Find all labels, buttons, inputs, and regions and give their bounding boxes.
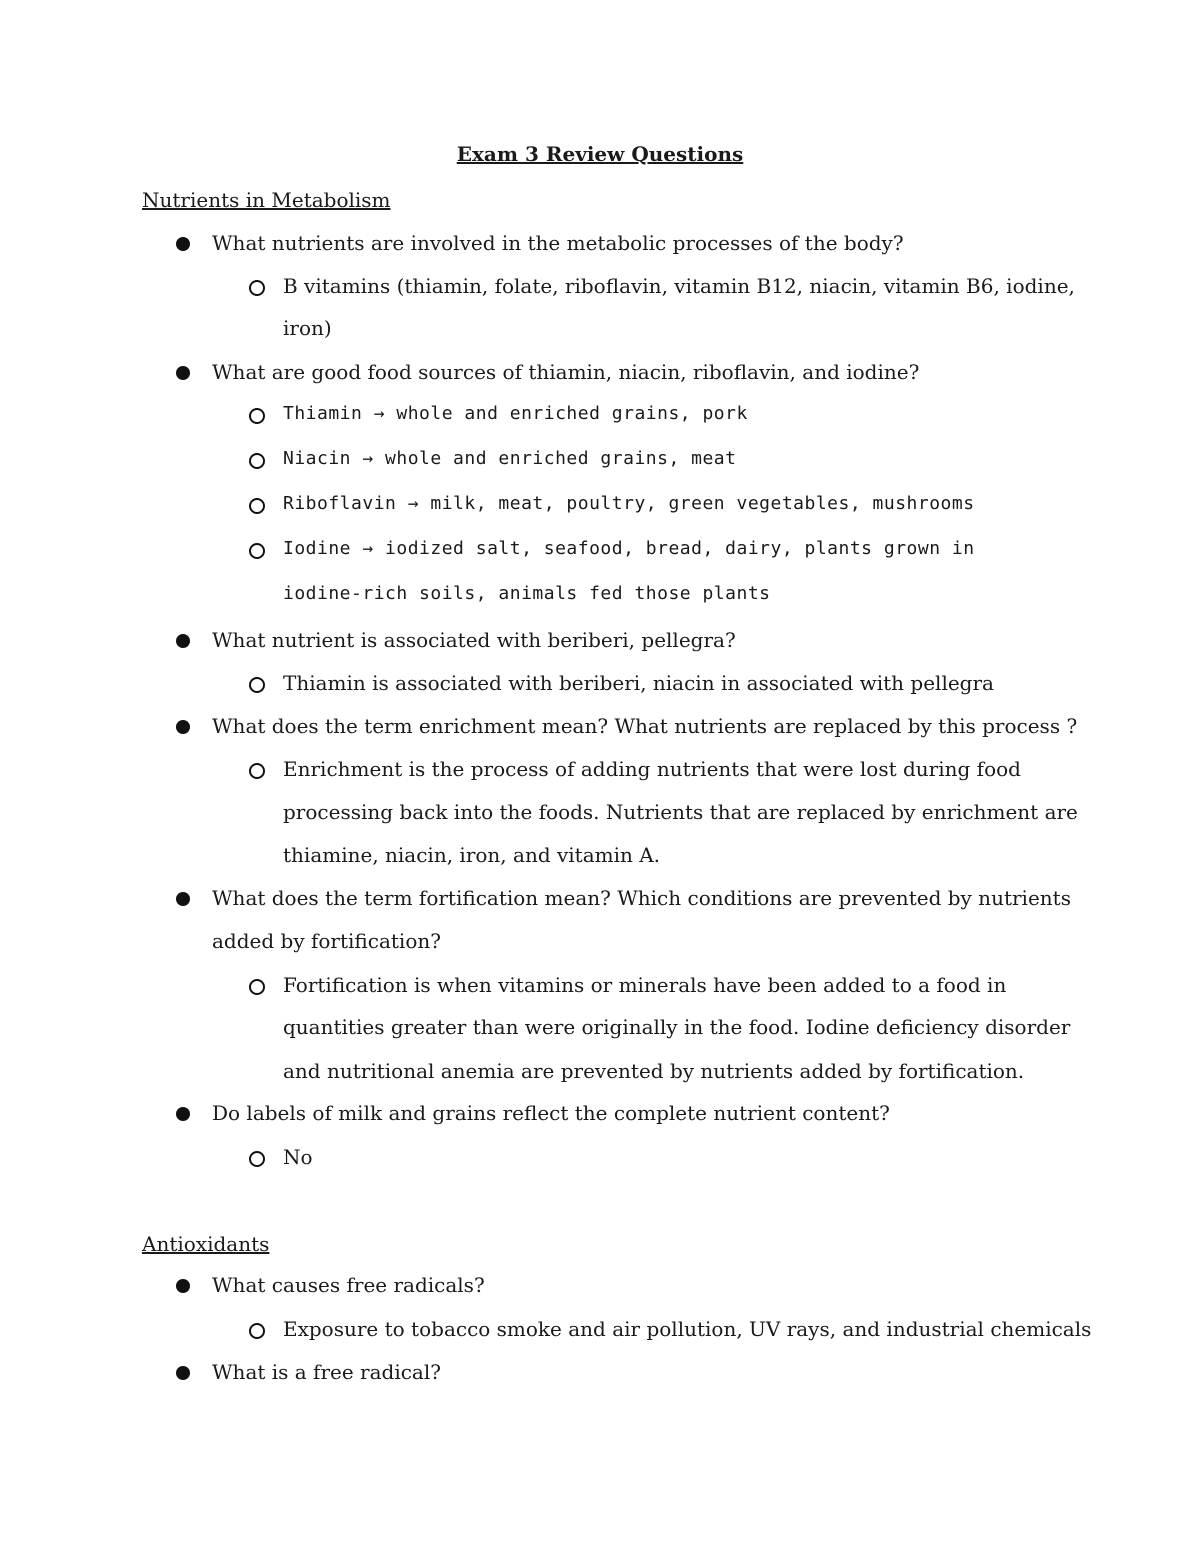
answer-text: processing back into the foods. Nutrients that are replaced by enrichment are bbox=[283, 800, 1078, 824]
bullet-icon bbox=[176, 634, 190, 648]
bullet-icon bbox=[176, 720, 190, 734]
sub-bullet-icon bbox=[249, 1151, 265, 1167]
bullet-icon bbox=[176, 1279, 190, 1293]
question-text: Do labels of milk and grains reflect the complete nutrient content? bbox=[212, 1101, 890, 1125]
sub-bullet-icon bbox=[249, 280, 265, 296]
sub-bullet-icon bbox=[249, 408, 265, 424]
answer-text: B vitamins (thiamin, folate, riboflavin, vitamin B12, niacin, vitamin B6, iodine, bbox=[283, 274, 1075, 298]
answer-text: and nutritional anemia are prevented by nutrients added by fortification. bbox=[283, 1059, 1025, 1083]
bullet-icon bbox=[176, 366, 190, 380]
sub-bullet-icon bbox=[249, 543, 265, 559]
answer-text: Thiamin → whole and enriched grains, pork bbox=[283, 403, 748, 424]
question-text: What does the term enrichment mean? What nutrients are replaced by this process ? bbox=[212, 714, 1078, 738]
sub-bullet-icon bbox=[249, 1323, 265, 1339]
question-text: What is a free radical? bbox=[212, 1360, 441, 1384]
answer-text: Enrichment is the process of adding nutrients that were lost during food bbox=[283, 757, 1021, 781]
bullet-icon bbox=[176, 892, 190, 906]
question-text: What nutrients are involved in the metabolic processes of the body? bbox=[212, 231, 904, 255]
question-text: What are good food sources of thiamin, niacin, riboflavin, and iodine? bbox=[212, 360, 920, 384]
bullet-icon bbox=[176, 1366, 190, 1380]
answer-text: Riboflavin → milk, meat, poultry, green vegetables, mushrooms bbox=[283, 493, 975, 514]
sub-bullet-icon bbox=[249, 677, 265, 693]
answer-text: No bbox=[283, 1145, 313, 1169]
answer-text: Iodine → iodized salt, seafood, bread, dairy, plants grown in bbox=[283, 538, 975, 559]
answer-text: Niacin → whole and enriched grains, meat bbox=[283, 448, 737, 469]
answer-text: Thiamin is associated with beriberi, niacin in associated with pellegra bbox=[283, 671, 994, 695]
question-text: What causes free radicals? bbox=[212, 1273, 485, 1297]
bullet-icon bbox=[176, 237, 190, 251]
section-heading-antioxidants: Antioxidants bbox=[142, 1232, 270, 1256]
sub-bullet-icon bbox=[249, 763, 265, 779]
question-text: What does the term fortification mean? Which conditions are prevented by nutrients bbox=[212, 886, 1071, 910]
question-text: added by fortification? bbox=[212, 929, 441, 953]
sub-bullet-icon bbox=[249, 979, 265, 995]
answer-text: Fortification is when vitamins or minerals have been added to a food in bbox=[283, 973, 1007, 997]
answer-text: thiamine, niacin, iron, and vitamin A. bbox=[283, 843, 661, 867]
bullet-icon bbox=[176, 1107, 190, 1121]
sub-bullet-icon bbox=[249, 453, 265, 469]
answer-text: Exposure to tobacco smoke and air pollution, UV rays, and industrial chemicals bbox=[283, 1317, 1092, 1341]
answer-text: iodine-rich soils, animals fed those plants bbox=[283, 583, 771, 604]
document-title: Exam 3 Review Questions bbox=[456, 142, 744, 166]
section-heading-nutrients-in-metabolism: Nutrients in Metabolism bbox=[142, 188, 391, 212]
question-text: What nutrient is associated with beriberi, pellegra? bbox=[212, 628, 736, 652]
sub-bullet-icon bbox=[249, 498, 265, 514]
answer-text: quantities greater than were originally in the food. Iodine deficiency disorder bbox=[283, 1015, 1071, 1039]
answer-text: iron) bbox=[283, 316, 332, 340]
